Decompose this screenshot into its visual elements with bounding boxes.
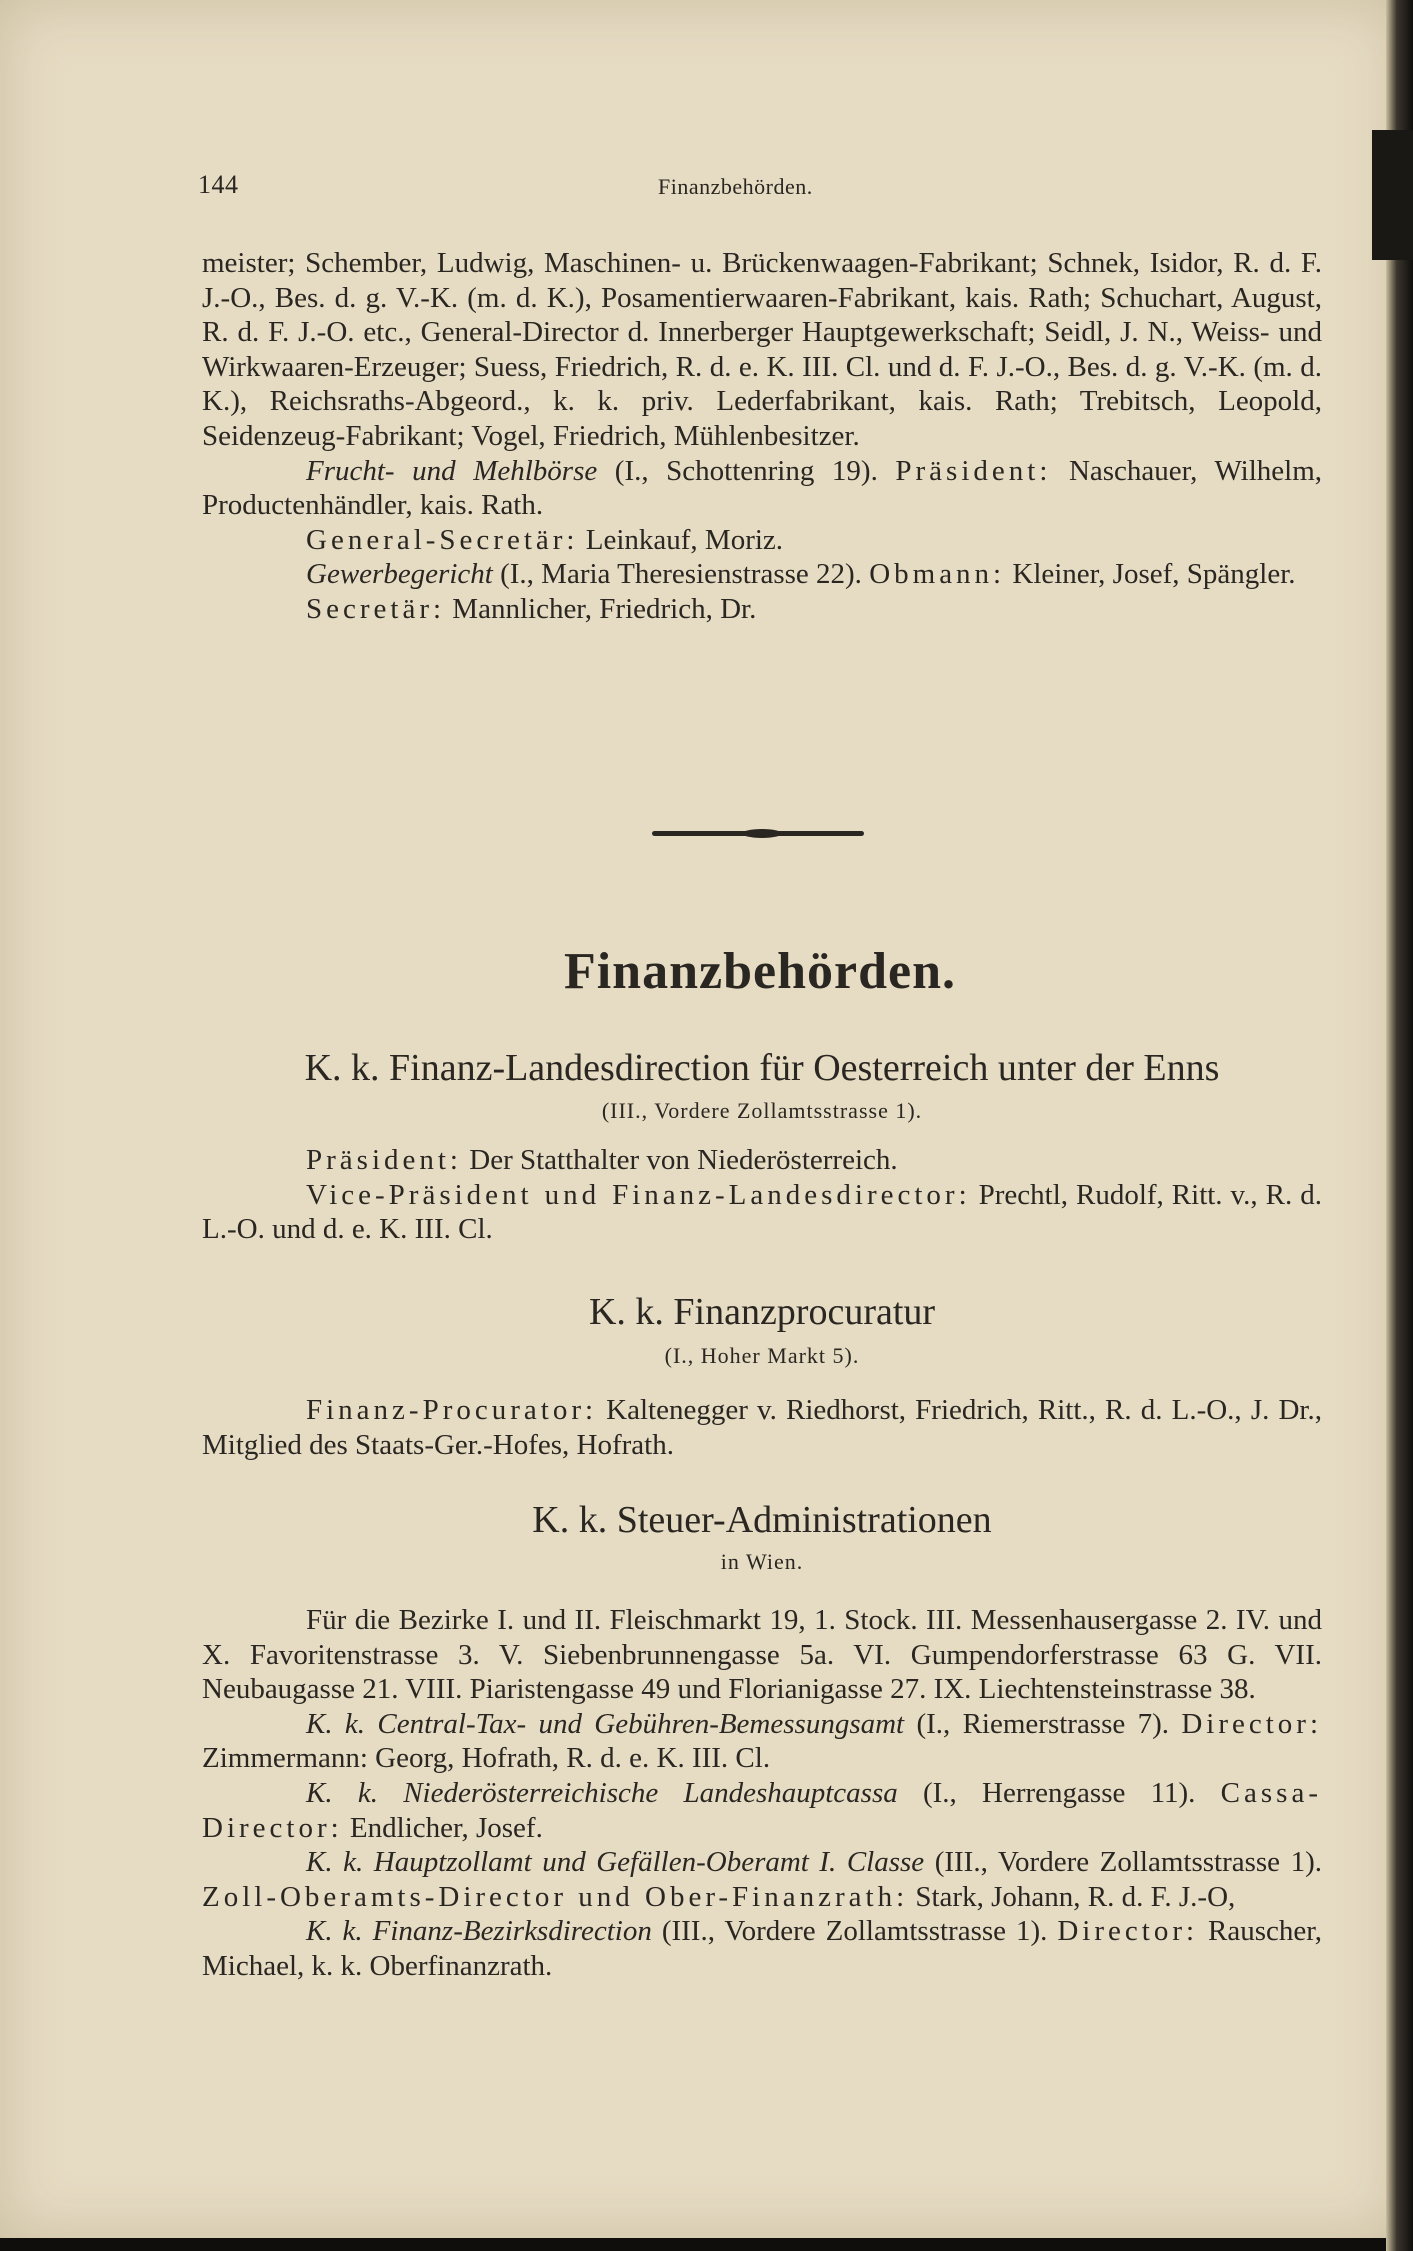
- entry-title: Gewerbegericht: [306, 558, 493, 591]
- entry-address: (I., Schottenring 19).: [597, 454, 896, 487]
- gewerbegericht-entry: [202, 557, 1322, 592]
- page-edge: [1386, 0, 1413, 2251]
- finanz-bezirksdirection-entry: [202, 1914, 1322, 1983]
- finanz-procurator-entry: [202, 1393, 1322, 1462]
- section-address: (I., Hoher Markt 5).: [664, 1343, 860, 1368]
- role-label: Director:: [1181, 1707, 1322, 1740]
- entry-title: K. k. Hauptzollamt und Gefällen-Oberamt I. Classe: [306, 1846, 925, 1879]
- finanzprocuratur-entries: [202, 1393, 1322, 1462]
- frucht-boerse-entry: [202, 454, 1322, 523]
- entry-address: (III., Vordere Zollamtsstrasse 1).: [924, 1846, 1322, 1879]
- page-number: 144: [198, 170, 239, 199]
- page-edge-shadow: [1372, 130, 1413, 260]
- entry-address: (I., Riemerstrasse 7).: [904, 1707, 1182, 1740]
- entry-text: Mannlicher, Friedrich, Dr.: [445, 592, 757, 625]
- section-heading: K. k. Finanz-Landesdirection für Oesterreich unter der Enns: [304, 1047, 1220, 1089]
- entry-title: K. k. Niederösterreichische Landeshauptcassa: [306, 1776, 898, 1809]
- role-label: Zoll-Oberamts-Director und Ober-Finanzrath:: [202, 1880, 909, 1913]
- role-label: Secretär:: [306, 592, 446, 625]
- section-heading: K. k. Finanzprocuratur: [588, 1291, 936, 1333]
- landeshauptcassa-entry: [202, 1776, 1322, 1845]
- role-label: Präsident:: [306, 1144, 462, 1176]
- vice-praesident-entry: [202, 1178, 1322, 1247]
- secretaer-entry: [202, 592, 1322, 627]
- entry-text: Zimmermann: Georg, Hofrath, R. d. e. K. III. Cl.: [202, 1742, 771, 1775]
- entry-text: Kleiner, Josef, Spängler.: [1005, 558, 1296, 591]
- role-label: Präsident:: [895, 454, 1052, 487]
- entry-title: Frucht- und Mehlbörse: [306, 454, 598, 487]
- finanz-landesdirection-entries: [202, 1143, 1322, 1247]
- entry-text: Endlicher, Josef.: [342, 1811, 543, 1844]
- role-label: General-Secretär:: [306, 523, 579, 556]
- section-divider: [652, 831, 864, 836]
- role-label: Finanz-Procurator:: [306, 1394, 598, 1426]
- entry-title: K. k. Finanz-Bezirksdirection: [306, 1915, 652, 1948]
- entry-text: Kaltenegger v. Riedhorst, Friedrich, Ritt., R. d. L.-O., J. Dr., Mitglied des Staats-Ger.-Hofes, Hofrath.: [202, 1394, 1322, 1461]
- entry-address: (I., Maria Theresienstrasse 22).: [492, 558, 870, 591]
- entry-address: (III., Vordere Zollamtsstrasse 1).: [651, 1915, 1058, 1948]
- bezirke-paragraph: Für die Bezirke I. und II. Fleischmarkt 19, 1. Stock. III. Messenhausergasse 2. IV. und X. Favoritenstrasse 3. V. Siebenbrunnengasse 5a. VI. Gumpendorferstrasse 63 G. VII. Neubaugasse 21. VIII. Piaristengasse 49 und Florianigasse 27. IX. Liechtensteinstrasse 38.: [202, 1604, 1322, 1706]
- steuer-administrationen-entries: [202, 1603, 1322, 1984]
- section-address: (III., Vordere Zollamtsstrasse 1).: [601, 1098, 923, 1123]
- member-list-paragraph: meister; Schember, Ludwig, Maschinen- u. Brückenwaagen-Fabrikant; Schnek, Isidor, R. d. F. J.-O., Bes. d. g. V.-K. (m. d. K.), Posamentierwaaren-Fabrikant, kais. Rath; Schuchart, August, R. d. F. J.-O. etc., General-Director d. Innerberger Hauptgewerkschaft; Seidl, J. N., Weiss- und Wirkwaaren-Erzeuger; Suess, Friedrich, R. d. e. K. III. Cl. und d. F. J.-O., Bes. d. g. V.-K. (m. d. K.), Reichsraths-Abgeord., k. k. priv. Lederfabrikant, kais. Rath; Trebitsch, Leopold, Seidenzeug-Fabrikant; Vogel, Friedrich, Mühlenbesitzer.: [202, 247, 1322, 452]
- praesident-entry: [202, 1143, 1322, 1178]
- entry-text: Leinkauf, Moriz.: [578, 523, 784, 556]
- section-subheading: in Wien.: [720, 1549, 804, 1574]
- role-label: Cassa-Director:: [202, 1776, 1322, 1844]
- general-secretaer-entry: [202, 523, 1322, 558]
- entry-text: Naschauer, Wilhelm, Productenhändler, kais. Rath.: [202, 454, 1323, 522]
- section-heading: K. k. Steuer-Administrationen: [532, 1499, 992, 1541]
- continued-entries: [202, 246, 1322, 627]
- role-label: Vice-Präsident und Finanz-Landesdirector:: [306, 1178, 971, 1211]
- running-title: Finanzbehörden.: [658, 174, 813, 199]
- chapter-title: Finanzbehörden.: [563, 943, 957, 1000]
- entry-address: (I., Herrengasse 11).: [897, 1776, 1221, 1809]
- role-label: Obmann:: [869, 558, 1006, 591]
- entry-text: Der Statthalter von Niederösterreich.: [462, 1144, 898, 1176]
- entry-text: Rauscher, Michael, k. k. Oberfinanzrath.: [202, 1915, 1322, 1982]
- entry-text: Prechtl, Rudolf, Ritt. v., R. d. L.-O. und d. e. K. III. Cl.: [202, 1178, 1322, 1246]
- entry-text: Stark, Johann, R. d. F. J.-O,: [908, 1880, 1236, 1913]
- hauptzollamt-entry: [202, 1845, 1322, 1914]
- central-tax-entry: [202, 1707, 1322, 1776]
- role-label: Director:: [1057, 1915, 1199, 1948]
- entry-title: K. k. Central-Tax- und Gebühren-Bemessungsamt: [306, 1707, 905, 1740]
